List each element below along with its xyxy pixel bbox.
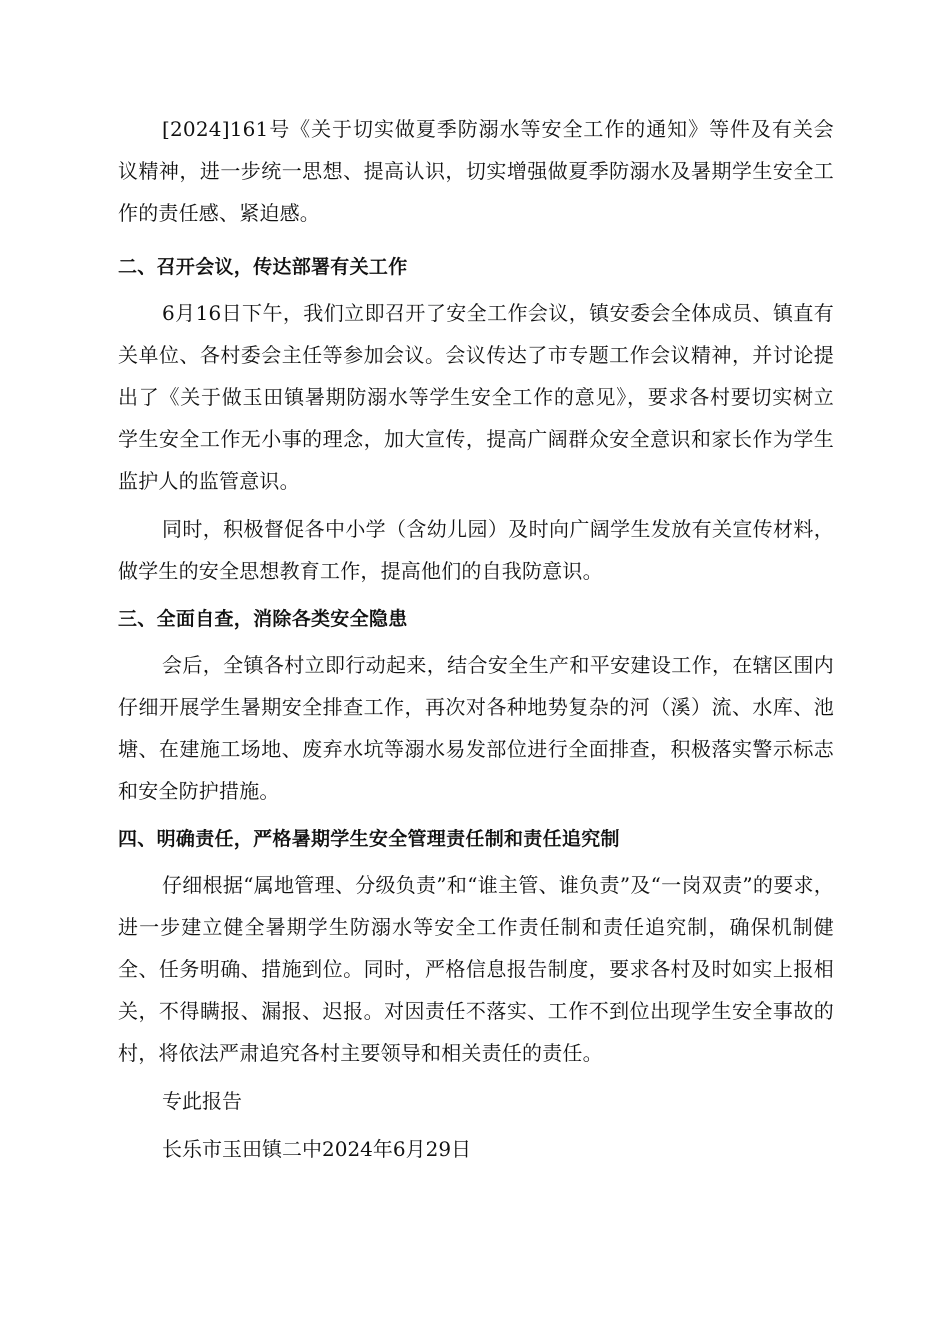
section-heading-meeting: 二、召开会议，传达部署有关工作 [118, 256, 408, 278]
section-paragraph: 6月16日下午，我们立即召开了安全工作会议，镇安委会全体成员、镇直有关单位、各村委会主任等参加会议。会议传达了市专题工作会议精神，并讨论提出了《关于做玉田镇暑期防溺水等学生安全工作的意见》，要求各村要切实树立学生安全工作无小事的理念，加大宣传，提高广阔群众安全意识和家长作为学生监护人的监管意识。 [118, 301, 834, 493]
intro-paragraph: [2024]161号《关于切实做夏季防溺水等安全工作的通知》等件及有关会议精神，进一步统一思想、提高认识，切实增强做夏季防溺水及暑期学生安全工作的责任感、紧迫感。 [118, 117, 834, 225]
document-body [118, 108, 834, 1170]
section-paragraph: 仔细根据“属地管理、分级负责”和“谁主管、谁负责”及“一岗双责”的要求，进一步建立健全暑期学生防溺水等安全工作责任制和责任追究制，确保机制健全、任务明确、措施到位。同时，严格信息报告制度，要求各村及时如实上报相关，不得瞒报、漏报、迟报。对因责任不落实、工作不到位出现学生安全事故的村，将依法严肃追究各村主要领导和相关责任的责任。 [118, 873, 834, 1065]
section-paragraph: 会后，全镇各村立即行动起来，结合安全生产和平安建设工作，在辖区围内仔细开展学生暑期安全排查工作，再次对各种地势复杂的河（溪）流、水库、池塘、在建施工场地、废弃水坑等溺水易发部位进行全面排查，积极落实警示标志和安全防护措施。 [118, 653, 834, 803]
section-heading-self-inspection: 三、全面自查，消除各类安全隐患 [118, 608, 408, 630]
signature-line: 长乐市玉田镇二中2024年6月29日 [162, 1137, 472, 1161]
closing-line: 专此报告 [162, 1089, 242, 1113]
section-heading-responsibility: 四、明确责任，严格暑期学生安全管理责任制和责任追究制 [118, 828, 620, 850]
section-paragraph: 同时，积极督促各中小学（含幼儿园）及时向广阔学生发放有关宣传材料，做学生的安全思想教育工作，提高他们的自我防意识。 [118, 517, 834, 583]
